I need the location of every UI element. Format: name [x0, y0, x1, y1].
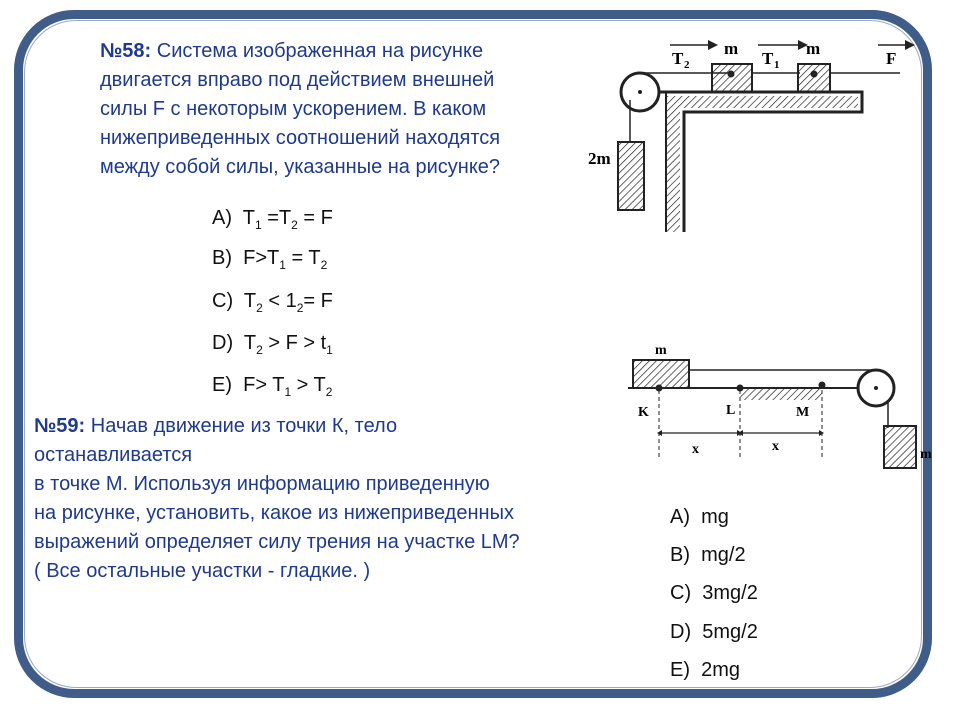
task-59-option-a[interactable]: A) mg: [670, 506, 729, 528]
task-58-option-a[interactable]: A) $T_1 =T_2 = F$: [212, 207, 333, 232]
task-58-option-d[interactable]: D) $T_2 > F > t_1$: [212, 332, 333, 357]
task-59-line: выражений определяет силу трения на участке LM?: [34, 531, 520, 553]
task-59-figure: [608, 338, 938, 468]
label-2m: 2m: [588, 149, 611, 168]
task-58-option-b[interactable]: B) $F>T_1 = T_2$: [212, 247, 328, 272]
task-58-line: двигается вправо под действием внешней: [100, 69, 495, 91]
task-59-line: останавливается: [34, 444, 193, 466]
task-59-number: №59:: [34, 415, 86, 437]
task-59-option-b[interactable]: B) mg/2: [670, 544, 746, 566]
label-x1: x: [692, 442, 699, 457]
svg-text:1: 1: [774, 59, 780, 71]
label-t1: T: [762, 49, 774, 68]
task-58-line: нижеприведенных соотношений находятся: [100, 127, 501, 149]
task-58-option-c[interactable]: C) $T_2 < 1_2= F$: [212, 290, 333, 315]
task-59-option-e[interactable]: E) 2mg: [670, 659, 741, 681]
task-58-number: №58:: [100, 40, 152, 62]
task-58-line: между собой силы, указанные на рисунке?: [100, 156, 501, 178]
label-f: F: [886, 49, 897, 68]
task-59-line: Начав движение из точки К, тело: [85, 415, 398, 437]
sliding-block: [633, 360, 689, 388]
svg-text:2: 2: [684, 59, 690, 71]
hanging-mass: [618, 142, 644, 210]
block-2: [798, 64, 830, 92]
label-m-top: m: [655, 343, 667, 358]
point-m: [819, 382, 826, 389]
label-x2: x: [772, 439, 779, 454]
label-m-hang: m: [920, 447, 932, 462]
task-58-figure: [588, 22, 920, 237]
task-58-line: Система изображенная на рисунке: [151, 40, 484, 62]
label-t2: T: [672, 49, 684, 68]
task-59-text: [34, 412, 634, 586]
task-59-line: ( Все остальные участки - гладкие. ): [34, 560, 371, 582]
label-m-point: M: [796, 405, 810, 420]
label-m2: m: [806, 39, 821, 58]
task-59-line: в точке М. Используя информацию приведенную: [34, 473, 490, 495]
task-59-line: на рисунке, установить, какое из нижеприведенных: [34, 502, 514, 524]
label-m1: m: [724, 39, 739, 58]
label-k: K: [638, 405, 649, 420]
task-58-line: силы F с некоторым ускорением. В каком: [100, 98, 487, 120]
task-58-text: [100, 37, 580, 182]
table-hatch: [666, 96, 858, 232]
hanging-mass: [884, 426, 916, 468]
task-59-option-d[interactable]: D) 5mg/2: [670, 621, 758, 643]
task-58-option-e[interactable]: E) $F> T_1 > T_2$: [212, 374, 333, 399]
rough-section: [740, 388, 822, 400]
block-1: [712, 64, 752, 92]
task-59-option-c[interactable]: C) 3mg/2: [670, 582, 758, 604]
label-l: L: [726, 403, 736, 418]
